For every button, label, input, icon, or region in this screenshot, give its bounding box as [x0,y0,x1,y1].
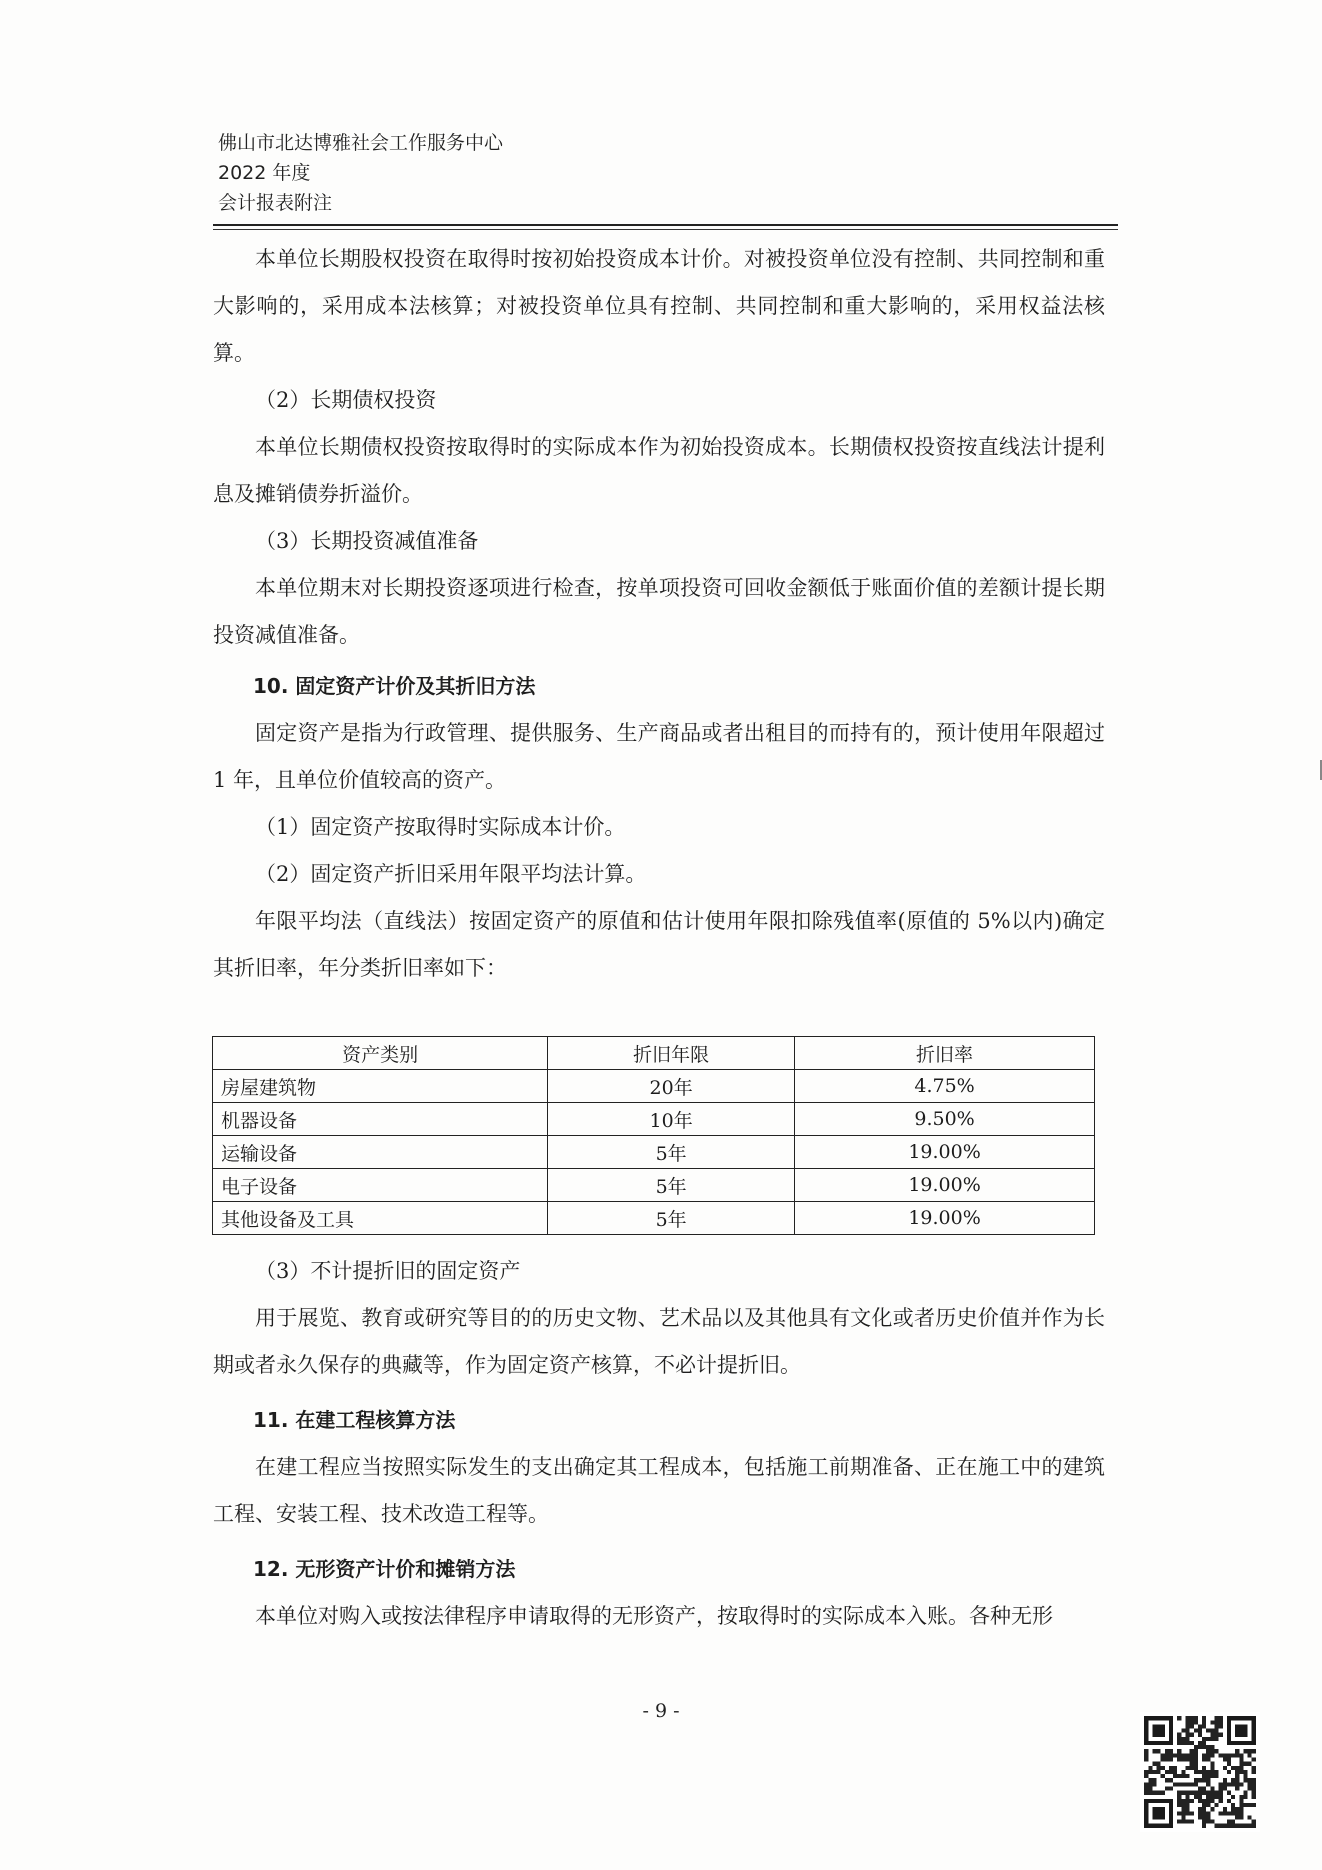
cell-asset-category: 电子设备 [213,1169,548,1202]
cell-depreciation-rate: 19.00% [795,1169,1095,1202]
table-row [213,1169,1095,1202]
page-number: - 9 - [642,1700,680,1722]
header-year: 2022 年度 [218,162,311,184]
table-row [213,1202,1095,1235]
table-row [213,1070,1095,1103]
paragraph-straight-line: 年限平均法（直线法）按固定资产的原值和估计使用年限扣除残值率(原值的 5%以内)确定其折旧率，年分类折旧率如下： [213,909,1105,980]
subheading-impairment: （3）长期投资减值准备 [255,529,479,553]
cell-asset-category: 其他设备及工具 [213,1202,548,1235]
paragraph-fixed-assets-definition: 固定资产是指为行政管理、提供服务、生产商品或者出租目的而持有的，预计使用年限超过 1 年，且单位价值较高的资产。 [213,721,1105,792]
table-header-row [213,1037,1095,1070]
table-row [213,1103,1095,1136]
body-section-continued [213,1248,1105,1640]
section-heading-construction: 11. 在建工程核算方法 [253,1408,456,1432]
header-doc-title: 会计报表附注 [218,192,333,214]
cell-asset-category: 机器设备 [213,1103,548,1136]
cell-depreciation-rate: 19.00% [795,1136,1095,1169]
header-rule-thin [213,229,1118,230]
header-rule [213,224,1118,226]
cell-useful-life: 20年 [548,1070,795,1103]
cell-depreciation-rate: 9.50% [795,1103,1095,1136]
paragraph-non-depreciable: 用于展览、教育或研究等目的的历史文物、艺术品以及其他具有文化或者历史价值并作为长期或者永久保存的典藏等，作为固定资产核算，不必计提折旧。 [213,1306,1105,1377]
paragraph-intangibles: 本单位对购入或按法律程序申请取得的无形资产，按取得时的实际成本入账。各种无形 [255,1604,1053,1628]
cell-useful-life: 5年 [548,1136,795,1169]
page-header [218,128,1118,218]
cell-asset-category: 房屋建筑物 [213,1070,548,1103]
qr-code-icon [1140,1712,1260,1832]
table-row [213,1136,1095,1169]
list-item-depreciation-method: （2）固定资产折旧采用年限平均法计算。 [255,862,647,886]
header-org-name: 佛山市北达博雅社会工作服务中心 [218,132,504,154]
list-item-non-depreciable: （3）不计提折旧的固定资产 [255,1259,521,1283]
paragraph-debt-investment: 本单位长期债权投资按取得时的实际成本作为初始投资成本。长期债权投资按直线法计提利息及摊销债券折溢价。 [213,435,1105,506]
column-header-asset-category: 资产类别 [213,1037,548,1070]
cell-asset-category: 运输设备 [213,1136,548,1169]
cell-depreciation-rate: 4.75% [795,1070,1095,1103]
list-item-cost-basis: （1）固定资产按取得时实际成本计价。 [255,815,626,839]
section-heading-fixed-assets: 10. 固定资产计价及其折旧方法 [253,674,536,698]
cell-useful-life: 10年 [548,1103,795,1136]
paragraph-impairment: 本单位期末对长期投资逐项进行检查，按单项投资可回收金额低于账面价值的差额计提长期投资减值准备。 [213,576,1105,647]
column-header-useful-life: 折旧年限 [548,1037,795,1070]
body-section-investments [213,236,1105,992]
depreciation-table [212,1036,1095,1235]
section-heading-intangibles: 12. 无形资产计价和摊销方法 [253,1557,516,1581]
cell-depreciation-rate: 19.00% [795,1202,1095,1235]
paragraph-construction: 在建工程应当按照实际发生的支出确定其工程成本，包括施工前期准备、正在施工中的建筑工程、安装工程、技术改造工程等。 [213,1455,1105,1526]
cell-useful-life: 5年 [548,1202,795,1235]
paragraph-equity-investment: 本单位长期股权投资在取得时按初始投资成本计价。对被投资单位没有控制、共同控制和重大影响的，采用成本法核算；对被投资单位具有控制、共同控制和重大影响的，采用权益法核算。 [213,247,1105,365]
subheading-debt-investment: （2）长期债权投资 [255,388,437,412]
column-header-depreciation-rate: 折旧率 [795,1037,1095,1070]
cell-useful-life: 5年 [548,1169,795,1202]
